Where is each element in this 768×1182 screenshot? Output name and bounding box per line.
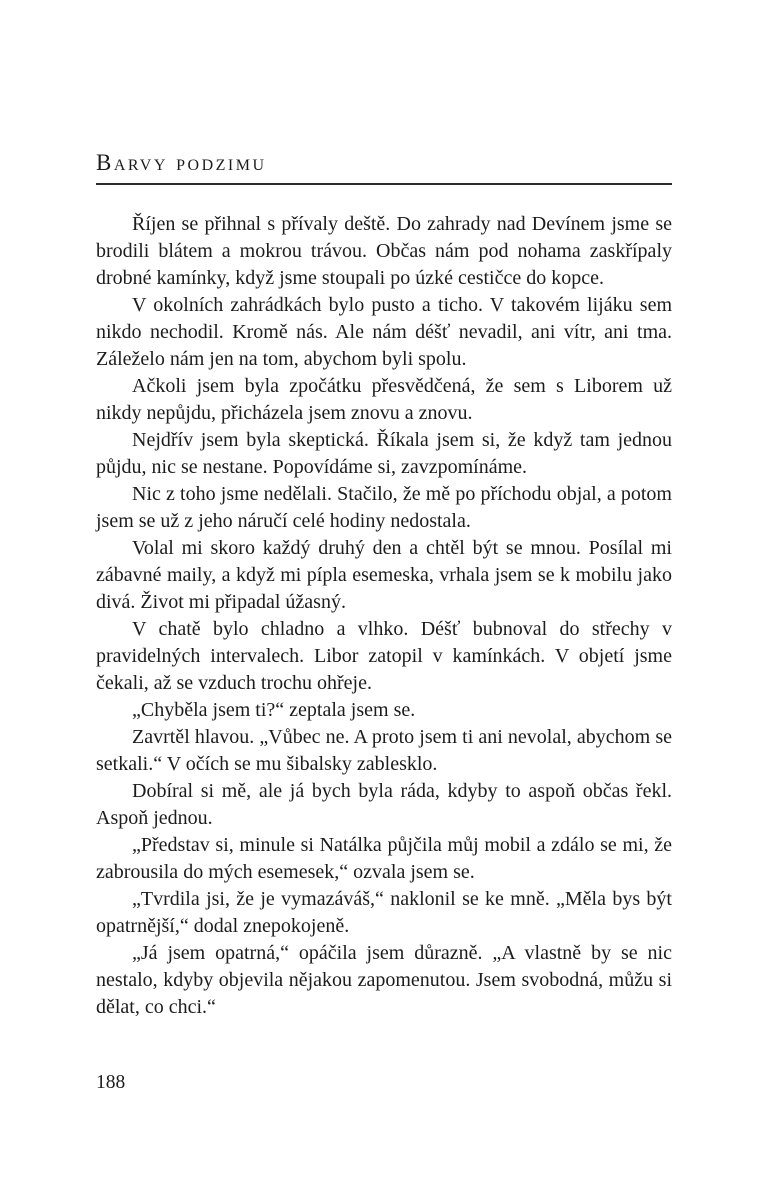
paragraph: V chatě bylo chladno a vlhko. Déšť bubnoval do střechy v pravidelných intervalech. Libor zatopil v kamínkách. V objetí jsme čekali, až se vzduch trochu ohřeje. <box>96 618 672 695</box>
paragraph: „Já jsem opatrná,“ opáčila jsem důrazně. „A vlastně by se nic nestalo, kdyby objevila nějakou zapomenutou. Jsem svobodná, můžu si dělat, co chci.“ <box>96 942 672 1019</box>
paragraph: „Tvrdila jsi, že je vymazáváš,“ naklonil se ke mně. „Měla bys být opatrnější,“ dodal znepokojeně. <box>96 888 672 938</box>
paragraph: „Chyběla jsem ti?“ zeptala jsem se. <box>132 699 416 722</box>
paragraph: Nejdřív jsem byla skeptická. Říkala jsem si, že když tam jednou půjdu, nic se nestane. Popovídáme si, zavzpomínáme. <box>96 429 672 479</box>
paragraph: Volal mi skoro každý druhý den a chtěl být se mnou. Posílal mi zábavné maily, a když mi pípla esemeska, vrhala jsem se k mobilu jako divá. Život mi připadal úžasný. <box>96 537 672 614</box>
page-number: 188 <box>96 1072 126 1093</box>
title-rule <box>96 183 672 185</box>
chapter-header <box>96 150 672 185</box>
paragraph: Ačkoli jsem byla zpočátku přesvědčená, že sem s Liborem už nikdy nepůjdu, přicházela jsem znovu a znovu. <box>96 375 672 425</box>
paragraph: „Představ si, minule si Natálka půjčila můj mobil a zdálo se mi, že zabrousila do mých esemesek,“ ozvala jsem se. <box>96 834 672 884</box>
paragraph: V okolních zahrádkách bylo pusto a ticho. V takovém lijáku sem nikdo nechodil. Kromě nás. Ale nám déšť nevadil, ani vítr, ani tma. Záleželo nám jen na tom, abychom byli spolu. <box>96 294 672 371</box>
paragraph: Dobíral si mě, ale já bych byla ráda, kdyby to aspoň občas řekl. Aspoň jednou. <box>96 780 672 830</box>
body-text <box>96 211 672 1021</box>
paragraph: Nic z toho jsme nedělali. Stačilo, že mě po příchodu objal, a potom jsem se už z jeho náručí celé hodiny nedostala. <box>96 483 672 533</box>
paragraph: Zavrtěl hlavou. „Vůbec ne. A proto jsem ti ani nevolal, abychom se setkali.“ V očích se mu šibalsky zablesklo. <box>96 726 672 776</box>
chapter-title: Barvy podzimu <box>96 150 267 175</box>
paragraph: Říjen se přihnal s přívaly deště. Do zahrady nad Devínem jsme se brodili blátem a mokrou trávou. Občas nám pod nohama zaskřípaly drobné kamínky, když jsme stoupali po úzké cestičce do kopce. <box>96 213 672 290</box>
